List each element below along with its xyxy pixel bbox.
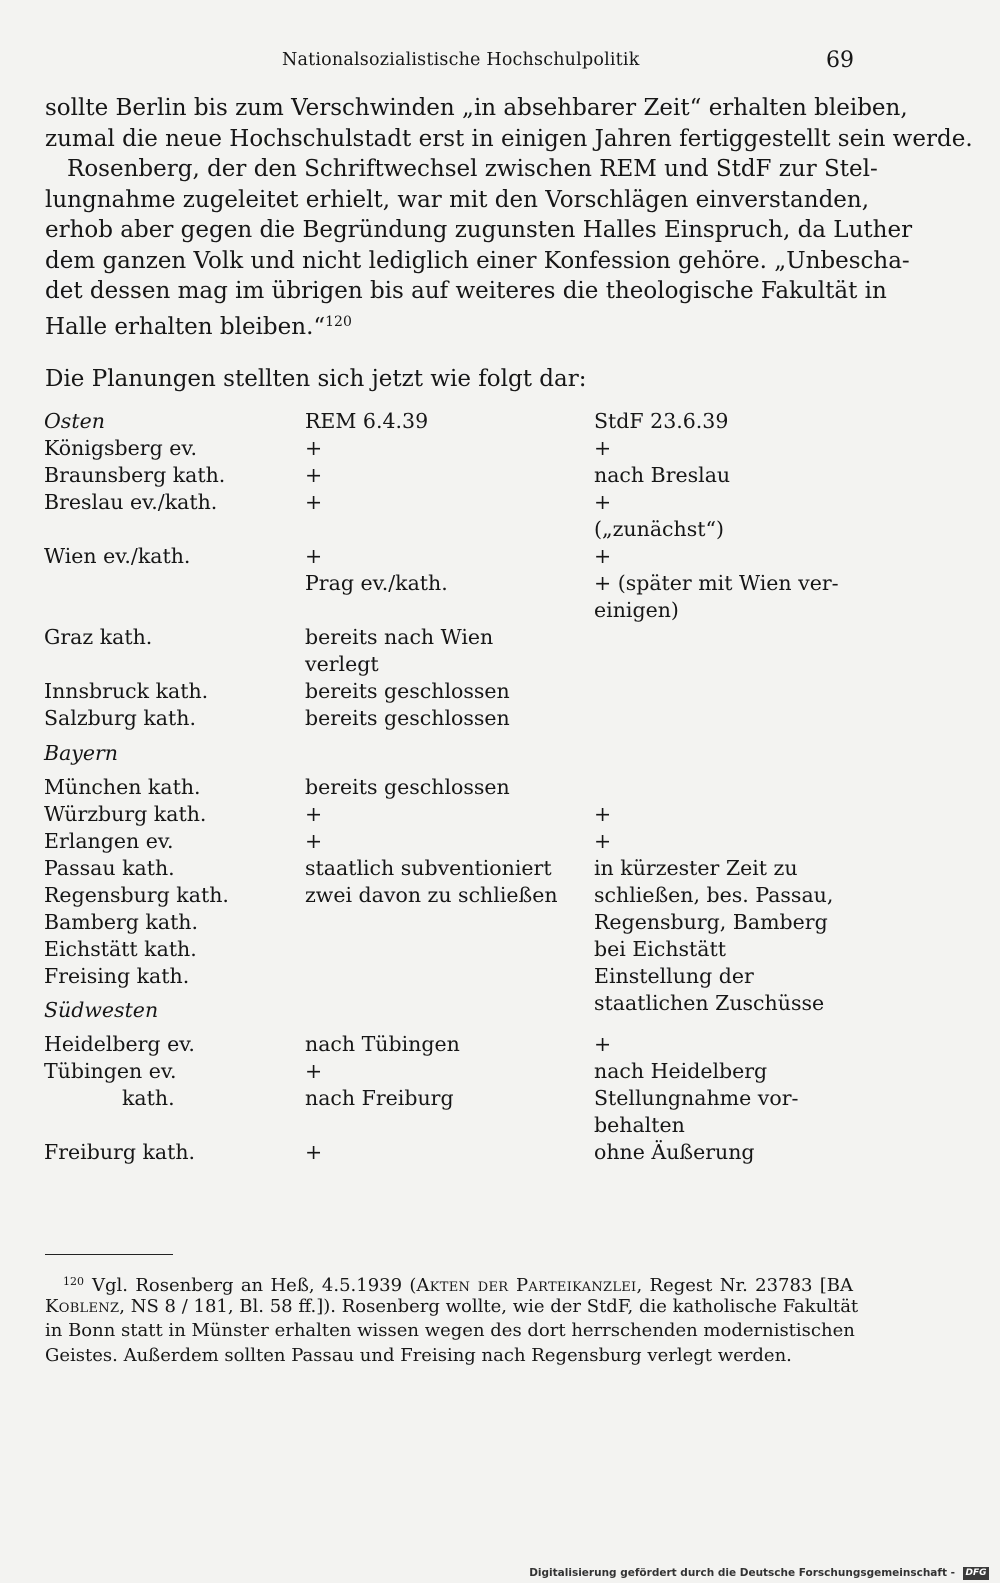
footnote-text: Vgl. Rosenberg an Heß, 4.5.1939 ( bbox=[92, 1275, 417, 1296]
university-cell: Passau kath. bbox=[44, 856, 175, 880]
footnote-source: Koblenz bbox=[45, 1295, 120, 1317]
rem-cell: bereits nach Wien verlegt bbox=[305, 625, 494, 676]
university-cell: Regensburg kath. bbox=[44, 883, 229, 907]
body-line: det dessen mag im übrigen bis auf weiteres die theologische Fakultät in bbox=[45, 278, 887, 304]
region-heading-bayern: Bayern bbox=[44, 741, 119, 765]
university-cell: Königsberg ev. bbox=[44, 436, 197, 460]
footnote-line bbox=[45, 1295, 859, 1320]
rem-cell: + bbox=[305, 436, 323, 460]
rem-cell: nach Freiburg bbox=[305, 1086, 454, 1110]
stdf-cell-note: („zunächst“) bbox=[594, 517, 724, 541]
footnote-number: 120 bbox=[63, 1275, 84, 1288]
rem-cell: + bbox=[305, 1059, 323, 1083]
footnote-text: , NS 8 / 181, Bl. 58 ff.]). Rosenberg wollte, wie der StdF, die katholische Fakultät bbox=[119, 1295, 859, 1317]
running-title: Nationalsozialistische Hochschulpolitik bbox=[282, 50, 640, 70]
body-line: zumal die neue Hochschulstadt erst in einigen Jahren fertiggestellt sein werde. bbox=[45, 125, 973, 152]
stdf-cell: + bbox=[594, 436, 612, 460]
footnote-source: Akten der Parteikanzlei bbox=[416, 1275, 637, 1296]
university-cell: Innsbruck kath. bbox=[44, 679, 209, 703]
stdf-cell: in kürzester Zeit zu schließen, bes. Passau, Regensburg, Bamberg bei Eichstätt Einstellung der staatlichen Zuschüsse bbox=[594, 856, 834, 1015]
stdf-cell: + bbox=[594, 829, 612, 853]
stdf-cell: + bbox=[594, 802, 612, 826]
column-header-rem: REM 6.4.39 bbox=[305, 409, 429, 433]
stdf-cell: nach Breslau bbox=[594, 463, 731, 487]
footnote-line bbox=[45, 1270, 853, 1295]
rem-cell: bereits geschlossen bbox=[305, 679, 510, 703]
page-number: 69 bbox=[826, 48, 854, 73]
university-cell: Freiburg kath. bbox=[44, 1140, 196, 1164]
rem-cell: + bbox=[305, 463, 323, 487]
stdf-cell: + bbox=[594, 1032, 612, 1056]
body-line: dem ganzen Volk und nicht lediglich einer Konfession gehöre. „Unbescha- bbox=[45, 247, 910, 274]
university-cell: Wien ev./kath. bbox=[44, 544, 191, 568]
region-heading-osten: Osten bbox=[44, 409, 105, 433]
stdf-cell: + (später mit Wien ver-einigen) bbox=[594, 571, 839, 622]
university-cell: Graz kath. bbox=[44, 625, 153, 649]
region-heading-suedwesten: Südwesten bbox=[44, 998, 159, 1022]
footnote-line: Geistes. Außerdem sollten Passau und Freising nach Regensburg verlegt werden. bbox=[45, 1344, 792, 1366]
rem-cell: + bbox=[305, 802, 323, 826]
stdf-cell: nach Heidelberg bbox=[594, 1059, 768, 1083]
rem-cell: nach Tübingen bbox=[305, 1032, 460, 1056]
dfg-logo bbox=[963, 1567, 989, 1580]
stdf-cell: ohne Äußerung bbox=[594, 1140, 755, 1164]
rem-cell: Prag ev./kath. bbox=[305, 571, 448, 595]
footnote-divider bbox=[45, 1254, 173, 1255]
rem-cell: + bbox=[305, 544, 323, 568]
rem-cell: zwei davon zu schließen bbox=[305, 883, 558, 907]
rem-cell: + bbox=[305, 829, 323, 853]
university-cell: Eichstätt kath. bbox=[44, 937, 197, 961]
university-cell: Salzburg kath. bbox=[44, 706, 196, 730]
footnote-line: in Bonn statt in Münster erhalten wissen wegen des dort herrschenden modernistischen bbox=[45, 1320, 855, 1341]
university-cell: Tübingen ev. bbox=[44, 1059, 177, 1083]
rem-cell: + bbox=[305, 490, 323, 514]
university-cell: Freising kath. bbox=[44, 964, 190, 988]
stdf-cell: + bbox=[594, 544, 612, 568]
university-cell: kath. bbox=[122, 1086, 175, 1110]
stdf-cell: + bbox=[594, 490, 612, 514]
footnote-120 bbox=[45, 1270, 859, 1368]
footnote-text: , Regest Nr. 23783 [BA bbox=[636, 1275, 853, 1296]
university-cell: Braunsberg kath. bbox=[44, 463, 226, 487]
body-line: sollte Berlin bis zum Verschwinden „in absehbarer Zeit“ erhalten bleiben, bbox=[45, 95, 908, 121]
body-line: erhob aber gegen die Begründung zugunsten Halles Einspruch, da Luther bbox=[45, 217, 913, 243]
university-cell: Bamberg kath. bbox=[44, 910, 199, 934]
table-intro: Die Planungen stellten sich jetzt wie folgt dar: bbox=[45, 366, 587, 392]
rem-cell: + bbox=[305, 1140, 323, 1164]
column-header-stdf: StdF 23.6.39 bbox=[594, 409, 729, 433]
dfg-logo-text: DFG bbox=[965, 1568, 987, 1578]
university-cell: Breslau ev./kath. bbox=[44, 490, 218, 514]
digitization-credit bbox=[0, 1566, 1000, 1583]
university-cell: Würzburg kath. bbox=[44, 802, 207, 826]
body-line: lungnahme zugeleitet erhielt, war mit den Vorschlägen einverstanden, bbox=[45, 186, 870, 213]
rem-cell: bereits geschlossen bbox=[305, 775, 510, 799]
university-cell: Heidelberg ev. bbox=[44, 1032, 195, 1056]
rem-cell: bereits geschlossen bbox=[305, 706, 510, 730]
footnote-reference: 120 bbox=[325, 313, 352, 330]
credit-text: Digitalisierung gefördert durch die Deutsche Forschungsgemeinschaft - bbox=[529, 1567, 955, 1579]
stdf-cell: Stellungnahme vor-behalten bbox=[594, 1086, 799, 1137]
university-cell: München kath. bbox=[44, 775, 201, 799]
university-cell: Erlangen ev. bbox=[44, 829, 174, 853]
rem-cell: staatlich subventioniert bbox=[305, 856, 552, 880]
body-line: Rosenberg, der den Schriftwechsel zwischen REM und StdF zur Stel- bbox=[67, 156, 878, 182]
body-line-text: Halle erhalten bleiben.“ bbox=[45, 313, 326, 340]
